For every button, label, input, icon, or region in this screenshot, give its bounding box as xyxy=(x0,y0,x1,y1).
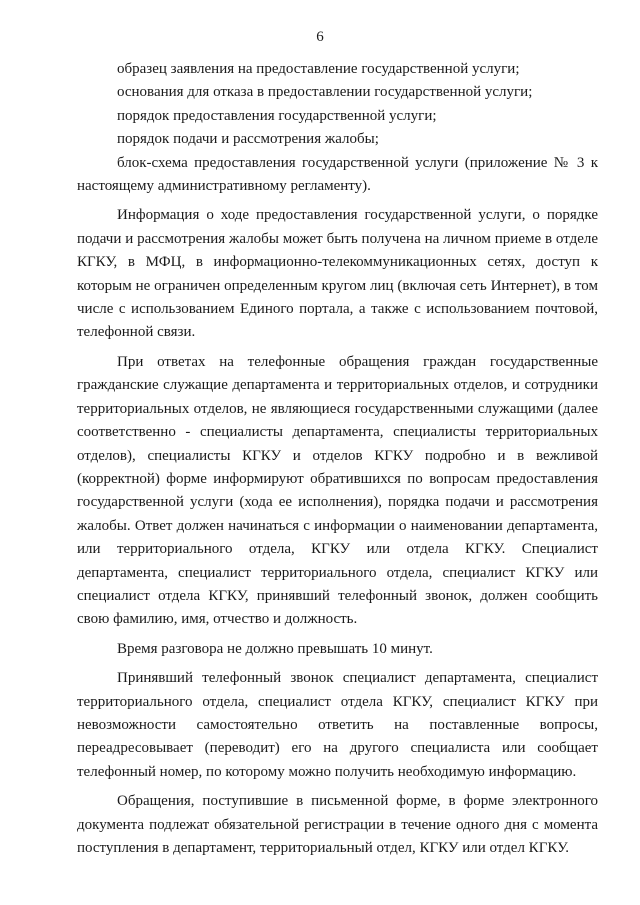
document-body xyxy=(77,58,598,866)
list-item: порядок подачи и рассмотрения жалобы; xyxy=(117,131,379,148)
paragraph-call-redirect: Принявший телефонный звонок специалист департамента, специалист территориального отдела, специалист отдела КГКУ, специалист КГКУ при невозможности самостоятельно ответить на поставленные вопросы, переадресовывает (переводит) его на другого специалиста или сообщает телефонный номер, по которому можно получить необходимую информацию. xyxy=(77,670,598,780)
list-item: блок-схема предоставления государственной услуги (приложение № 3 к настоящему административному регламенту). xyxy=(77,154,598,195)
list-item: основания для отказа в предоставлении государственной услуги; xyxy=(117,84,533,101)
list-item: образец заявления на предоставление государственной услуги; xyxy=(117,61,520,77)
list-item: порядок предоставления государственной услуги; xyxy=(117,107,437,124)
paragraph-information-access: Информация о ходе предоставления государственной услуги, о порядке подачи и рассмотрения жалобы может быть получена на личном приеме в отделе КГКУ, в МФЦ, в информационно-телекоммуникационных сетях, доступ к которым не ограничен определенным кругом лиц (включая сеть Интернет), в том числе с использованием Единого портала, а также с использованием почтовой, телефонной связи. xyxy=(77,207,598,341)
paragraph-phone-answers: При ответах на телефонные обращения граждан государственные гражданские служащие департамента и территориальных отделов, и сотрудники территориальных отделов, не являющиеся государственными служащими (далее соответственно - специалисты департамента, специалисты территориальных отделов), специалисты КГКУ и отделов КГКУ подробно и в вежливой (корректной) форме информируют обратившихся по вопросам предоставления государственной услуги (хода ее исполнения), порядка подачи и рассмотрения жалобы. Ответ должен начинаться с информации о наименовании департамента, или территориального отдела, КГКУ или отдела КГКУ. Специалист департамента, специалист территориального отдела, специалист КГКУ или специалист отдела КГКУ, принявший телефонный звонок, должен сообщить свою фамилию, имя, отчество и должность. xyxy=(77,353,598,628)
materials-list xyxy=(77,58,598,198)
paragraph-written-requests: Обращения, поступившие в письменной форме, в форме электронного документа подлежат обязательной регистрации в течение одного дня с момента поступления в департамент, территориальный отдел, КГКУ или отдел КГКУ. xyxy=(77,793,598,856)
page-number: 6 xyxy=(316,29,324,45)
paragraph-call-duration: Время разговора не должно превышать 10 минут. xyxy=(117,640,433,657)
